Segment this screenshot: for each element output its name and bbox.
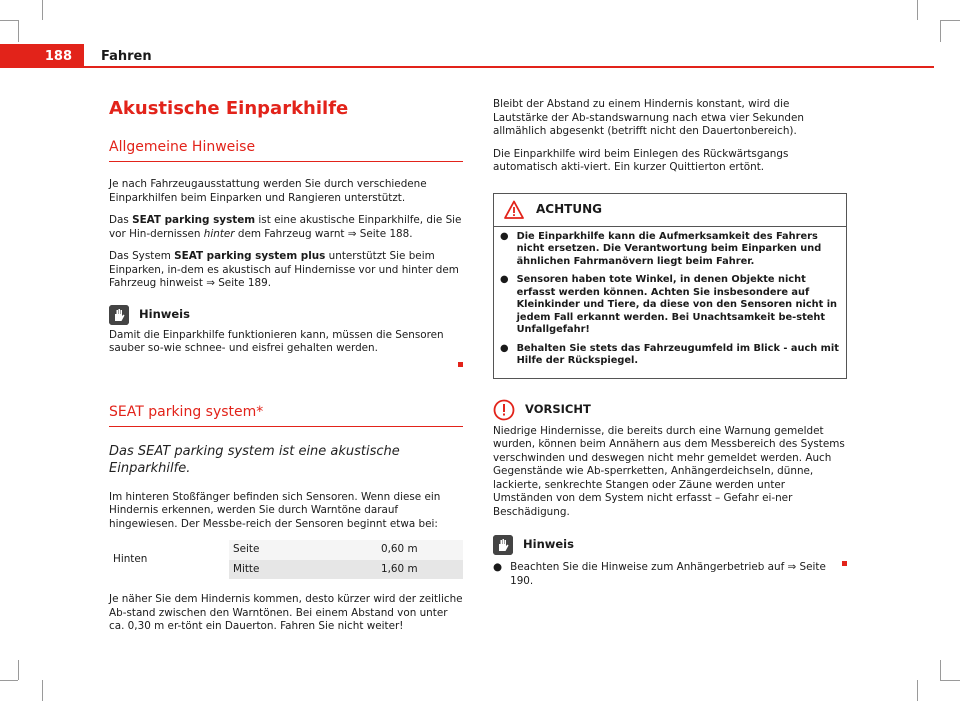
paragraph: Im hinteren Stoßfänger befinden sich Sensoren. Wenn diese ein Hindernis erkennen, werden Sie durch Warntöne darauf hingewiesen. Der Messbe-reich der Sensoren beginnt etwa bei:: [109, 490, 441, 530]
table-row-label: Hinten: [113, 552, 148, 565]
left-column: [109, 98, 463, 643]
chapter-title: Fahren: [101, 49, 152, 64]
section-intro: Das SEAT parking system ist eine akustische Einparkhilfe.: [109, 443, 400, 476]
warning-heading: [494, 194, 846, 227]
crop-mark: [18, 660, 19, 680]
warning-title: ACHTUNG: [536, 201, 602, 216]
table-cell: 1,60 m: [377, 560, 463, 580]
warning-box: [493, 193, 847, 379]
caution-exclamation-icon: [493, 399, 515, 421]
hand-info-icon: [109, 305, 129, 325]
note-heading: [493, 535, 847, 555]
paragraph: Bleibt der Abstand zu einem Hindernis konstant, wird die Lautstärke der Ab-standswarnung nach etwa vier Sekunden allmählich abgesenkt (betrifft nicht den Dauertonbereich).: [493, 98, 804, 137]
note-title: Hinweis: [523, 537, 574, 552]
crop-mark: [940, 660, 941, 680]
warning-item: ● Behalten Sie stets das Fahrzeugumfeld im Blick - auch mit Hilfe der Rückspiegel.: [500, 342, 839, 366]
note-title: Hinweis: [139, 306, 190, 321]
crop-mark: [42, 0, 43, 20]
crop-mark: [42, 680, 43, 701]
section-heading-parking-system: SEAT parking system*: [109, 403, 463, 427]
caution-heading: [493, 399, 847, 421]
crop-mark: [940, 20, 960, 21]
crop-mark: [18, 20, 19, 42]
crop-mark: [917, 680, 918, 701]
table-cell: Mitte: [229, 560, 377, 580]
crop-mark: [940, 20, 941, 42]
warning-triangle-icon: [504, 200, 524, 220]
crop-mark: [0, 20, 18, 21]
hand-info-icon: [493, 535, 513, 555]
paragraph: Das System SEAT parking system plus unterstützt Sie beim Einparken, in-dem es akustisch auf Hindernisse vor und hinter dem Fahrzeug hinweist ⇒ Seite 189.: [109, 250, 459, 289]
crop-mark: [940, 680, 960, 681]
note-heading: [109, 305, 463, 325]
note-text: Damit die Einparkhilfe funktionieren kann, müssen die Sensoren sauber so-wie schnee- und eisfrei gehalten werden.: [109, 328, 444, 354]
warning-item: ● Sensoren haben tote Winkel, in denen Objekte nicht erfasst werden können. Achten Sie insbesondere auf Kleinkinder und Tiere, da diese von den Sensoren nicht in jedem Fall erkannt werden. Bei Unachtsamkeit be-steht Unfallgefahr!: [500, 274, 838, 335]
paragraph: Je nach Fahrzeugausstattung werden Sie durch verschiedene Einparkhilfen beim Einparken und Rangieren unterstützt.: [109, 178, 427, 204]
page-number: 188: [0, 44, 84, 68]
warning-item: ● Die Einparkhilfe kann die Aufmerksamkeit des Fahrers nicht ersetzen. Die Verantwortung beim Einparken und ähnlichen Fahrmanövern liegt beim Fahrer.: [500, 230, 822, 267]
right-column: [493, 98, 847, 588]
section-end-mark: [458, 362, 463, 367]
table-cell: Seite: [229, 540, 377, 560]
sensor-range-table: [109, 540, 463, 579]
paragraph: Das SEAT parking system ist eine akustische Einparkhilfe, die Sie vor Hin-dernissen hinter dem Fahrzeug warnt ⇒ Seite 188.: [109, 214, 462, 240]
page-title: Akustische Einparkhilfe: [109, 98, 349, 119]
section-end-mark: [842, 561, 847, 566]
table-cell: 0,60 m: [377, 540, 463, 560]
paragraph: Je näher Sie dem Hindernis kommen, desto kürzer wird der zeitliche Ab-stand zwischen den Warntönen. Bei einem Abstand von unter ca. 0,30 m er-tönt ein Dauerton. Fahren Sie nicht weiter!: [109, 593, 463, 632]
table-row: [109, 540, 463, 560]
note-item: ● Beachten Sie die Hinweise zum Anhängerbetrieb auf ⇒ Seite 190.: [493, 561, 847, 588]
paragraph: Die Einparkhilfe wird beim Einlegen des Rückwärtsgangs automatisch akti-viert. Ein kurzer Quittierton ertönt.: [493, 147, 789, 173]
warning-body: [494, 227, 846, 378]
caution-text: Niedrige Hindernisse, die bereits durch eine Warnung gemeldet wurden, können beim Annähern aus dem Messbereich des Systems verschwinden und deswegen nicht mehr gemeldet werden. Auch Gegenstände wie Ab-sperrketten, Anhängerdeichseln, dünne, lackierte, senkrechte Stangen oder Zäune werden unter Umständen von dem System nicht erfasst – Gefahr ei-ner Beschädigung.: [493, 424, 845, 518]
crop-mark: [917, 0, 918, 20]
section-heading-general: Allgemeine Hinweise: [109, 138, 463, 162]
header-rule: [84, 66, 934, 68]
caution-title: VORSICHT: [525, 401, 591, 416]
crop-mark: [0, 680, 18, 681]
